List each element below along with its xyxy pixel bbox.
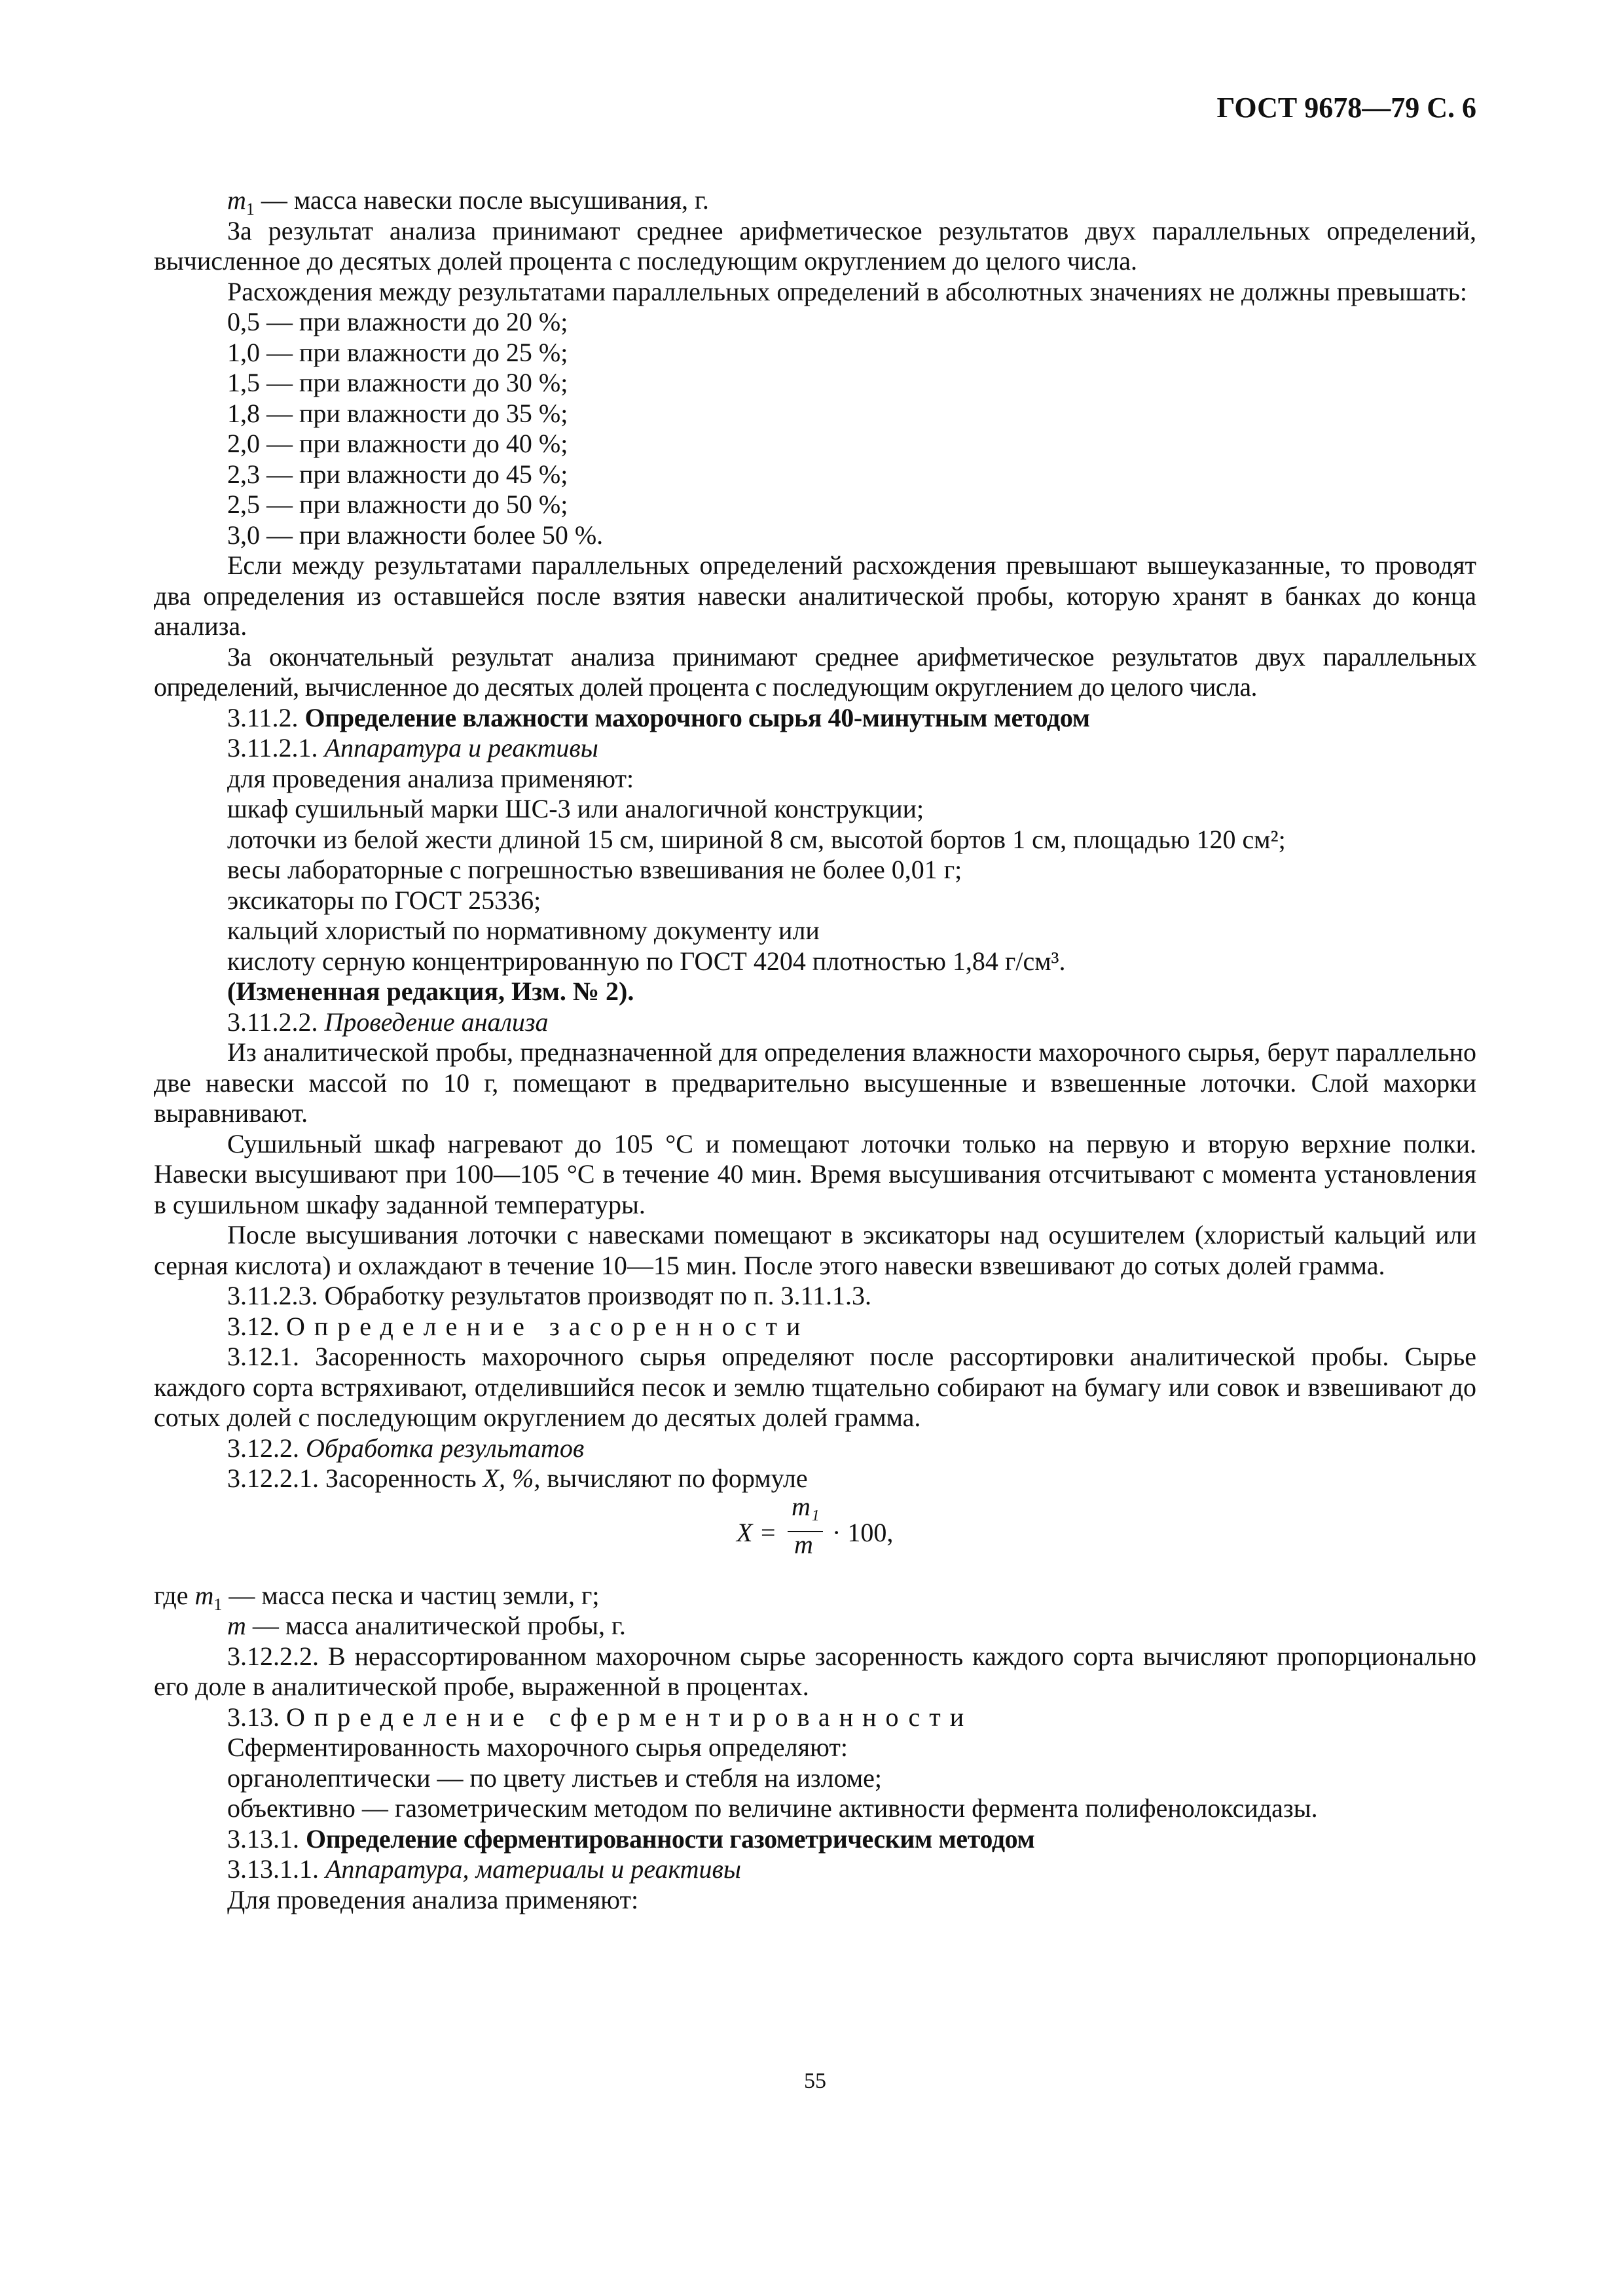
paragraph: объективно — газометрическим методом по величине активности фермента полифенолоксидазы. [227, 1793, 1318, 1823]
subsection-heading: 3.11.2.2. Проведение анализа [227, 1007, 549, 1037]
paragraph: Если между результатами параллельных определений расхождения превышают вышеуказанные, то проводят два определения из оставшейся после взятия навески аналитической пробы, которую хранят в банках до конца анализа. [154, 550, 1476, 641]
page-number: 55 [804, 2069, 826, 2093]
paragraph: Сферментированность махорочного сырья определяют: [227, 1732, 848, 1762]
list-item: 3,0 — при влажности более 50 %. [227, 520, 604, 550]
list-item: 0,5 — при влажности до 20 %; [227, 307, 568, 336]
formula [154, 1491, 1476, 1581]
paragraph: для проведения анализа применяют: [227, 763, 634, 793]
equipment-item: кальций хлористый по нормативному документу или [227, 916, 820, 945]
equipment-item: лоточки из белой жести длиной 15 см, шириной 8 см, высотой бортов 1 см, площадью 120 см²; [227, 824, 1286, 854]
list-item: 1,8 — при влажности до 35 %; [227, 398, 568, 428]
equipment-item: шкаф сушильный марки ШС-3 или аналогичной конструкции; [227, 794, 924, 823]
variable-definition: $m_1$ — масса навески после высушивания, г. [227, 185, 709, 219]
paragraph: Сушильный шкаф нагревают до 105 °С и помещают лоточки только на первую и вторую верхние полки. Навески высушивают при 100—105 °С в течение 40 мин. Время высушивания отсчитывают с момента установления в сушильном шкафу заданной температуры. [154, 1128, 1476, 1219]
section-heading: 3.13.1. Определение сферментированности газометрическим методом [227, 1823, 1035, 1854]
variable-definition: m — масса аналитической пробы, г. [227, 1611, 626, 1640]
paragraph: Для проведения анализа применяют: [227, 1884, 639, 1914]
section-heading: 3.13. Определение сферментированности [227, 1702, 974, 1732]
document-header: ГОСТ 9678—79 С. 6 [1216, 92, 1476, 124]
paragraph: органолептически — по цвету листьев и стебля на изломе; [227, 1763, 883, 1793]
equipment-item: кислоту серную концентрированную по ГОСТ 4204 плотностью 1,84 г/см³. [227, 946, 1066, 976]
list-item: 2,3 — при влажности до 45 %; [227, 459, 568, 489]
paragraph: После высушивания лоточки с навесками помещают в эксикаторы над осушителем (хлористый кальций или серная кислота) и охлаждают в течение 10—15 мин. После этого навески взвешивают до сотых долей грамма. [154, 1220, 1476, 1280]
paragraph: За окончательный результат анализа принимают среднее арифметическое результатов двух параллельных определений, вычисленное до десятых долей процента с последующим округлением до целого числа. [154, 641, 1476, 702]
section-heading: 3.11.2. Определение влажности махорочного сырья 40-минутным методом [227, 702, 1090, 732]
section-heading: 3.12. Определение засоренности [227, 1311, 810, 1341]
paragraph: 3.12.2.2. В нерассортированном махорочном сырье засоренность каждого сорта вычисляют пропорционально его доле в аналитической пробе, выраженной в процентах. [154, 1641, 1476, 1701]
formula-multiplier: · 100, [832, 1517, 894, 1547]
document-body [154, 185, 1476, 1915]
list-item: 1,5 — при влажности до 30 %; [227, 368, 568, 397]
paragraph: 3.12.2.1. Засоренность X, %, вычисляют по формуле [227, 1463, 808, 1493]
amendment-note: (Измененная редакция, Изм. № 2). [227, 977, 634, 1006]
formula-denominator: m [794, 1529, 813, 1559]
paragraph: Расхождения между результатами параллельных определений в абсолютных значениях не должны превышать: [227, 276, 1467, 306]
list-item: 2,0 — при влажности до 40 %; [227, 429, 568, 458]
list-item: 2,5 — при влажности до 50 %; [227, 490, 568, 519]
equipment-item: весы лабораторные с погрешностью взвешивания не более 0,01 г; [227, 855, 962, 884]
formula-numerator: m₁ [792, 1491, 820, 1521]
subsection-heading: 3.13.1.1. Аппаратура, материалы и реактивы [227, 1854, 741, 1884]
paragraph: 3.11.2.3. Обработку результатов производят по п. 3.11.1.3. [227, 1281, 871, 1310]
subsection-heading: 3.12.2. Обработка результатов [227, 1433, 585, 1463]
subsection-heading: 3.11.2.1. Аппаратура и реактивы [227, 733, 598, 762]
paragraph: 3.12.1. Засоренность махорочного сырья определяют после рассортировки аналитической пробы. Сырье каждого сорта встряхивают, отделившийся песок и землю тщательно собирают на бумагу или совок и взвешивают до сотых долей с последующим округлением до десятых долей грамма. [154, 1342, 1476, 1432]
paragraph: За результат анализа принимают среднее арифметическое результатов двух параллельных определений, вычисленное до десятых долей процента с последующим округлением до целого числа. [154, 215, 1476, 276]
paragraph: Из аналитической пробы, предназначенной для определения влажности махорочного сырья, берут параллельно две навески массой по 10 г, помещают в предварительно высушенные и взвешенные лоточки. Слой махорки выравнивают. [154, 1037, 1476, 1128]
formula-lhs: X = [737, 1517, 777, 1547]
variable-definition: где $m_1$ — масса песка и частиц земли, г; [154, 1580, 600, 1614]
equipment-item: эксикаторы по ГОСТ 25336; [227, 885, 541, 915]
list-item: 1,0 — при влажности до 25 %; [227, 337, 568, 367]
